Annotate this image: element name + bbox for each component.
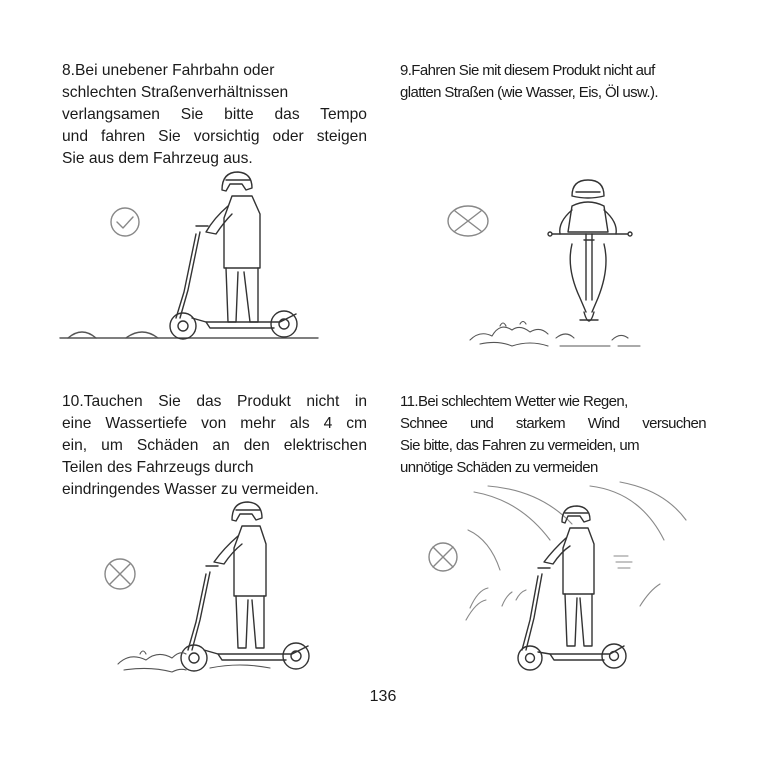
wind-lines <box>466 482 686 620</box>
instruction-10-line: ein, um Schäden an den elektrischen <box>62 437 367 454</box>
rider-front-view <box>548 180 632 321</box>
illustration-11 <box>429 482 686 670</box>
instruction-8-line: 8.Bei unebener Fahrbahn oder <box>62 62 275 79</box>
cross-circle-icon <box>429 543 457 571</box>
instruction-8-line: Sie aus dem Fahrzeug aus. <box>62 150 253 167</box>
rider-side-view <box>544 506 594 646</box>
instruction-11-line: unnötige Schäden zu vermeiden <box>400 459 598 476</box>
cross-circle-icon <box>105 559 135 589</box>
rider-side-view <box>214 502 266 648</box>
instruction-10-line: 10.Tauchen Sie das Produkt nicht in <box>62 393 367 410</box>
check-circle-icon <box>111 208 139 236</box>
illustration-8 <box>60 172 318 339</box>
slippery-splash <box>470 322 640 347</box>
instruction-11-line: 11.Bei schlechtem Wetter wie Regen, <box>400 393 628 410</box>
instruction-11-line: Sie bitte, das Fahren zu vermeiden, um <box>400 437 639 454</box>
illustration-10 <box>105 502 309 672</box>
instruction-8-line: verlangsamen Sie bitte das Tempo <box>62 106 367 123</box>
rider-side-view <box>206 172 260 322</box>
illustration-9 <box>448 180 640 346</box>
instruction-9-line: 9.Fahren Sie mit diesem Produkt nicht auf <box>400 62 655 79</box>
instruction-11-line: Schnee und starkem Wind versuchen <box>400 415 706 432</box>
cross-circle-icon <box>448 206 488 236</box>
scooter-side-view <box>518 568 626 670</box>
scooter-side-view <box>181 566 309 671</box>
instruction-8-line: und fahren Sie vorsichtig oder steigen <box>62 128 367 145</box>
instruction-10-line: eine Wassertiefe von mehr als 4 cm <box>62 415 367 432</box>
instruction-10-line: eindringendes Wasser zu vermeiden. <box>62 481 319 498</box>
instruction-8-line: schlechten Straßenverhältnissen <box>62 84 289 101</box>
instruction-9-line: glatten Straßen (wie Wasser, Eis, Öl usw.). <box>400 84 658 101</box>
page-number: 136 <box>369 688 397 705</box>
instruction-10-line: Teilen des Fahrzeugs durch <box>62 459 254 476</box>
scooter-side-view <box>170 226 297 339</box>
